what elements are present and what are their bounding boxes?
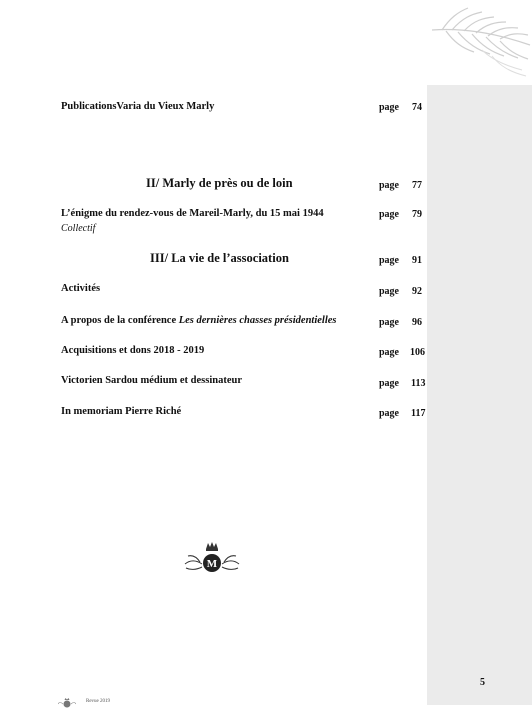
toc-page-label: page [379,255,399,266]
toc-entry-title-prefix: A propos de la conférence [61,315,179,326]
toc-entry-title: Acquisitions et dons 2018 - 2019 [61,345,205,356]
side-margin-band [427,85,532,705]
footer-text: Revue 2019 [86,699,111,704]
crowned-m-emblem [184,540,240,580]
toc-page-label: page [379,180,399,191]
toc-entry-title: PublicationsVaria du Vieux Marly [61,101,215,112]
toc-entry-title: In memoriam Pierre Riché [61,406,182,417]
toc-page-number: 106 [410,347,425,358]
toc-page-label: page [379,286,399,297]
toc-page-label: page [379,209,399,220]
toc-page-label: page [379,378,399,389]
toc-page-label: page [379,317,399,328]
page-number: 5 [480,677,485,688]
toc-page-number: 91 [412,255,422,266]
toc-page-number: 92 [412,286,422,297]
toc-page-number: 74 [412,102,422,113]
section-heading: III/ La vie de l’association [150,251,289,265]
toc-entry-title: Activités [61,283,101,294]
toc-page-label: page [379,102,399,113]
toc-page-number: 113 [411,378,426,389]
toc-page-label: page [379,347,399,358]
toc-entry-title [61,315,337,326]
toc-entry-subtitle: Collectif [61,223,96,234]
toc-page-number: 77 [412,180,422,191]
toc-page-number: 79 [412,209,422,220]
footer-emblem-icon [58,697,76,709]
toc-page-number: 117 [411,408,426,419]
toc-page-number: 96 [412,317,422,328]
palm-leaf-watermark [422,0,532,80]
toc-page-label: page [379,408,399,419]
emblem-letter: M [206,558,218,570]
toc-entry-title: L’énigme du rendez-vous de Mareil-Marly, du 15 mai 1944 [61,208,324,219]
section-heading: II/ Marly de près ou de loin [146,176,293,190]
toc-entry-title-italic: Les dernières chasses présidentielles [178,315,337,326]
toc-entry-title: Victorien Sardou médium et dessinateur [61,375,243,386]
